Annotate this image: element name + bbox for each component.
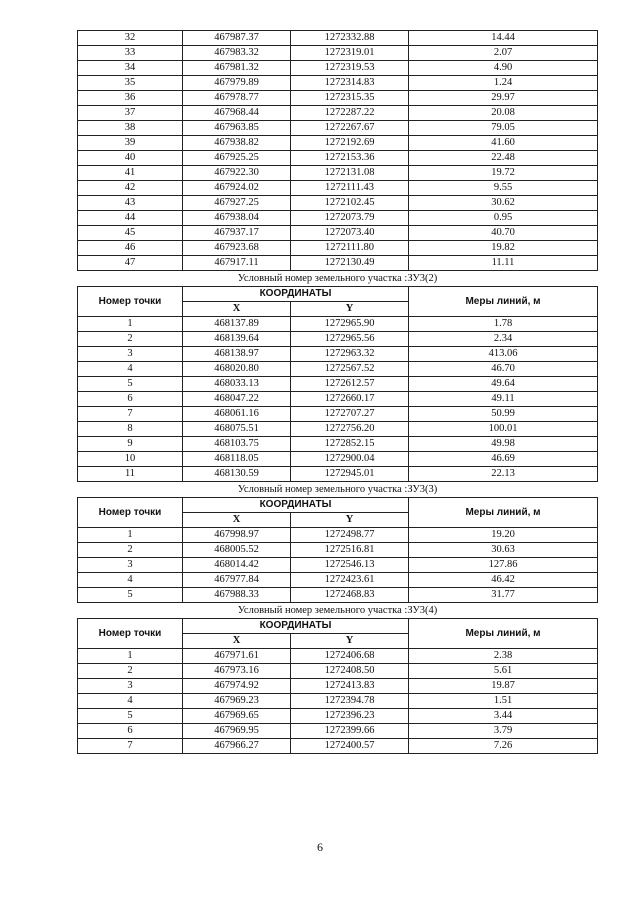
table-row: [78, 317, 598, 332]
point-number-cell: 32: [78, 31, 183, 46]
table-row: [78, 694, 598, 709]
y-coordinate-cell: 1272192.69: [291, 136, 409, 151]
y-coordinate-cell: 1272102.45: [291, 196, 409, 211]
line-measure-cell: 49.98: [409, 437, 598, 452]
line-measure-cell: 7.26: [409, 739, 598, 754]
y-coordinate-cell: 1272756.20: [291, 422, 409, 437]
table-row: [78, 528, 598, 543]
line-measure-cell: 31.77: [409, 588, 598, 603]
point-number-cell: 6: [78, 392, 183, 407]
x-coordinate-cell: 467925.25: [183, 151, 291, 166]
x-coordinate-cell: 467937.17: [183, 226, 291, 241]
y-coordinate-cell: 1272567.52: [291, 362, 409, 377]
table-row: [78, 392, 598, 407]
x-coordinate-cell: 468061.16: [183, 407, 291, 422]
table-row: [78, 211, 598, 226]
table-row: [78, 679, 598, 694]
point-number-cell: 5: [78, 377, 183, 392]
x-coordinate-cell: 467974.92: [183, 679, 291, 694]
line-measure-cell: 5.61: [409, 664, 598, 679]
x-coordinate-cell: 467973.16: [183, 664, 291, 679]
point-number-cell: 1: [78, 528, 183, 543]
table-row: [78, 664, 598, 679]
point-number-cell: 3: [78, 347, 183, 362]
y-coordinate-cell: 1272852.15: [291, 437, 409, 452]
header-point-number: Номер точки: [78, 498, 183, 528]
table-row: [78, 151, 598, 166]
x-coordinate-cell: 467983.32: [183, 46, 291, 61]
point-number-cell: 6: [78, 724, 183, 739]
point-number-cell: 39: [78, 136, 183, 151]
y-coordinate-cell: 1272546.13: [291, 558, 409, 573]
table-row: [78, 226, 598, 241]
x-coordinate-cell: 468130.59: [183, 467, 291, 482]
x-coordinate-cell: 467927.25: [183, 196, 291, 211]
y-coordinate-cell: 1272131.08: [291, 166, 409, 181]
section-title: Условный номер земельного участка :ЗУ3(3): [78, 482, 598, 498]
line-measure-cell: 30.62: [409, 196, 598, 211]
section-title: Условный номер земельного участка :ЗУ3(4): [78, 603, 598, 619]
table-row: [78, 46, 598, 61]
x-coordinate-cell: 468139.64: [183, 332, 291, 347]
y-coordinate-cell: 1272707.27: [291, 407, 409, 422]
line-measure-cell: 11.11: [409, 256, 598, 271]
table-row: [78, 256, 598, 271]
y-coordinate-cell: 1272516.81: [291, 543, 409, 558]
header-y: Y: [291, 302, 409, 317]
table-row: [78, 543, 598, 558]
x-coordinate-cell: 467963.85: [183, 121, 291, 136]
line-measure-cell: 2.38: [409, 649, 598, 664]
line-measure-cell: 19.87: [409, 679, 598, 694]
x-coordinate-cell: 468047.22: [183, 392, 291, 407]
point-number-cell: 44: [78, 211, 183, 226]
y-coordinate-cell: 1272267.67: [291, 121, 409, 136]
point-number-cell: 2: [78, 543, 183, 558]
point-number-cell: 7: [78, 739, 183, 754]
table-row: [78, 739, 598, 754]
line-measure-cell: 46.70: [409, 362, 598, 377]
header-x: X: [183, 302, 291, 317]
line-measure-cell: 40.70: [409, 226, 598, 241]
table-row: [78, 437, 598, 452]
header-coordinates: КООРДИНАТЫ: [183, 287, 409, 302]
table-row: [78, 91, 598, 106]
point-number-cell: 42: [78, 181, 183, 196]
point-number-cell: 37: [78, 106, 183, 121]
table-row: [78, 61, 598, 76]
section-title: Условный номер земельного участка :ЗУ3(2): [78, 271, 598, 287]
header-y: Y: [291, 513, 409, 528]
x-coordinate-cell: 467922.30: [183, 166, 291, 181]
y-coordinate-cell: 1272660.17: [291, 392, 409, 407]
table-row: [78, 106, 598, 121]
table-row: [78, 166, 598, 181]
line-measure-cell: 41.60: [409, 136, 598, 151]
line-measure-cell: 0.95: [409, 211, 598, 226]
point-number-cell: 43: [78, 196, 183, 211]
line-measure-cell: 20.08: [409, 106, 598, 121]
y-coordinate-cell: 1272315.35: [291, 91, 409, 106]
section-title-row: [78, 271, 598, 287]
y-coordinate-cell: 1272111.80: [291, 241, 409, 256]
y-coordinate-cell: 1272468.83: [291, 588, 409, 603]
y-coordinate-cell: 1272400.57: [291, 739, 409, 754]
y-coordinate-cell: 1272963.32: [291, 347, 409, 362]
point-number-cell: 34: [78, 61, 183, 76]
y-coordinate-cell: 1272394.78: [291, 694, 409, 709]
header-x: X: [183, 513, 291, 528]
x-coordinate-cell: 467969.65: [183, 709, 291, 724]
table-row: [78, 362, 598, 377]
line-measure-cell: 22.13: [409, 467, 598, 482]
table-row: [78, 467, 598, 482]
line-measure-cell: 413.06: [409, 347, 598, 362]
x-coordinate-cell: 468033.13: [183, 377, 291, 392]
y-coordinate-cell: 1272332.88: [291, 31, 409, 46]
x-coordinate-cell: 468075.51: [183, 422, 291, 437]
x-coordinate-cell: 467969.95: [183, 724, 291, 739]
table-row: [78, 136, 598, 151]
table-row: [78, 181, 598, 196]
x-coordinate-cell: 468103.75: [183, 437, 291, 452]
y-coordinate-cell: 1272900.04: [291, 452, 409, 467]
y-coordinate-cell: 1272399.66: [291, 724, 409, 739]
page-number: 6: [317, 840, 323, 854]
x-coordinate-cell: 468137.89: [183, 317, 291, 332]
y-coordinate-cell: 1272073.79: [291, 211, 409, 226]
line-measure-cell: 2.34: [409, 332, 598, 347]
x-coordinate-cell: 467968.44: [183, 106, 291, 121]
x-coordinate-cell: 467979.89: [183, 76, 291, 91]
point-number-cell: 40: [78, 151, 183, 166]
line-measure-cell: 1.78: [409, 317, 598, 332]
line-measure-cell: 79.05: [409, 121, 598, 136]
y-coordinate-cell: 1272406.68: [291, 649, 409, 664]
table-row: [78, 332, 598, 347]
x-coordinate-cell: 467917.11: [183, 256, 291, 271]
line-measure-cell: 100.01: [409, 422, 598, 437]
table-row: [78, 573, 598, 588]
table-row: [78, 709, 598, 724]
x-coordinate-cell: 468005.52: [183, 543, 291, 558]
point-number-cell: 33: [78, 46, 183, 61]
point-number-cell: 47: [78, 256, 183, 271]
x-coordinate-cell: 467987.37: [183, 31, 291, 46]
point-number-cell: 10: [78, 452, 183, 467]
x-coordinate-cell: 467938.82: [183, 136, 291, 151]
x-coordinate-cell: 467924.02: [183, 181, 291, 196]
line-measure-cell: 46.42: [409, 573, 598, 588]
coordinates-document: [77, 30, 597, 754]
table-row: [78, 241, 598, 256]
point-number-cell: 7: [78, 407, 183, 422]
y-coordinate-cell: 1272111.43: [291, 181, 409, 196]
x-coordinate-cell: 467978.77: [183, 91, 291, 106]
y-coordinate-cell: 1272396.23: [291, 709, 409, 724]
y-coordinate-cell: 1272319.01: [291, 46, 409, 61]
line-measure-cell: 22.48: [409, 151, 598, 166]
x-coordinate-cell: 467969.23: [183, 694, 291, 709]
y-coordinate-cell: 1272319.53: [291, 61, 409, 76]
coordinates-table-body: [78, 31, 598, 754]
point-number-cell: 36: [78, 91, 183, 106]
y-coordinate-cell: 1272423.61: [291, 573, 409, 588]
line-measure-cell: 3.44: [409, 709, 598, 724]
point-number-cell: 2: [78, 332, 183, 347]
y-coordinate-cell: 1272287.22: [291, 106, 409, 121]
x-coordinate-cell: 467998.97: [183, 528, 291, 543]
table-row: [78, 558, 598, 573]
line-measure-cell: 1.24: [409, 76, 598, 91]
header-coordinates: КООРДИНАТЫ: [183, 619, 409, 634]
point-number-cell: 35: [78, 76, 183, 91]
point-number-cell: 46: [78, 241, 183, 256]
section-title-row: [78, 603, 598, 619]
table-row: [78, 196, 598, 211]
line-measure-cell: 1.51: [409, 694, 598, 709]
header-line-measures: Меры линий, м: [409, 619, 598, 649]
x-coordinate-cell: 467971.61: [183, 649, 291, 664]
point-number-cell: 4: [78, 573, 183, 588]
point-number-cell: 41: [78, 166, 183, 181]
table-row: [78, 121, 598, 136]
table-row: [78, 422, 598, 437]
section-title-row: [78, 482, 598, 498]
y-coordinate-cell: 1272130.49: [291, 256, 409, 271]
y-coordinate-cell: 1272073.40: [291, 226, 409, 241]
x-coordinate-cell: 467923.68: [183, 241, 291, 256]
table-row: [78, 347, 598, 362]
header-point-number: Номер точки: [78, 619, 183, 649]
table-row: [78, 31, 598, 46]
x-coordinate-cell: 467977.84: [183, 573, 291, 588]
point-number-cell: 3: [78, 558, 183, 573]
table-row: [78, 649, 598, 664]
line-measure-cell: 30.63: [409, 543, 598, 558]
point-number-cell: 3: [78, 679, 183, 694]
y-coordinate-cell: 1272408.50: [291, 664, 409, 679]
x-coordinate-cell: 467966.27: [183, 739, 291, 754]
point-number-cell: 1: [78, 649, 183, 664]
point-number-cell: 5: [78, 588, 183, 603]
x-coordinate-cell: 468118.05: [183, 452, 291, 467]
line-measure-cell: 4.90: [409, 61, 598, 76]
table-row: [78, 407, 598, 422]
header-point-number: Номер точки: [78, 287, 183, 317]
header-y: Y: [291, 634, 409, 649]
point-number-cell: 11: [78, 467, 183, 482]
point-number-cell: 4: [78, 362, 183, 377]
point-number-cell: 5: [78, 709, 183, 724]
table-header-row: [78, 619, 598, 634]
x-coordinate-cell: 467981.32: [183, 61, 291, 76]
line-measure-cell: 19.82: [409, 241, 598, 256]
point-number-cell: 2: [78, 664, 183, 679]
x-coordinate-cell: 468014.42: [183, 558, 291, 573]
y-coordinate-cell: 1272612.57: [291, 377, 409, 392]
line-measure-cell: 49.11: [409, 392, 598, 407]
line-measure-cell: 50.99: [409, 407, 598, 422]
y-coordinate-cell: 1272153.36: [291, 151, 409, 166]
header-line-measures: Меры линий, м: [409, 498, 598, 528]
header-coordinates: КООРДИНАТЫ: [183, 498, 409, 513]
table-row: [78, 452, 598, 467]
line-measure-cell: 46.69: [409, 452, 598, 467]
line-measure-cell: 49.64: [409, 377, 598, 392]
x-coordinate-cell: 468020.80: [183, 362, 291, 377]
x-coordinate-cell: 468138.97: [183, 347, 291, 362]
x-coordinate-cell: 467988.33: [183, 588, 291, 603]
point-number-cell: 4: [78, 694, 183, 709]
line-measure-cell: 29.97: [409, 91, 598, 106]
table-row: [78, 377, 598, 392]
y-coordinate-cell: 1272498.77: [291, 528, 409, 543]
table-header-row: [78, 498, 598, 513]
line-measure-cell: 9.55: [409, 181, 598, 196]
header-x: X: [183, 634, 291, 649]
point-number-cell: 8: [78, 422, 183, 437]
table-row: [78, 724, 598, 739]
x-coordinate-cell: 467938.04: [183, 211, 291, 226]
point-number-cell: 38: [78, 121, 183, 136]
point-number-cell: 9: [78, 437, 183, 452]
point-number-cell: 1: [78, 317, 183, 332]
y-coordinate-cell: 1272413.83: [291, 679, 409, 694]
y-coordinate-cell: 1272965.90: [291, 317, 409, 332]
line-measure-cell: 3.79: [409, 724, 598, 739]
table-header-row: [78, 287, 598, 302]
y-coordinate-cell: 1272314.83: [291, 76, 409, 91]
point-number-cell: 45: [78, 226, 183, 241]
line-measure-cell: 19.20: [409, 528, 598, 543]
line-measure-cell: 2.07: [409, 46, 598, 61]
line-measure-cell: 14.44: [409, 31, 598, 46]
coordinates-table: [77, 30, 598, 754]
table-row: [78, 588, 598, 603]
table-row: [78, 76, 598, 91]
header-line-measures: Меры линий, м: [409, 287, 598, 317]
line-measure-cell: 19.72: [409, 166, 598, 181]
line-measure-cell: 127.86: [409, 558, 598, 573]
y-coordinate-cell: 1272945.01: [291, 467, 409, 482]
y-coordinate-cell: 1272965.56: [291, 332, 409, 347]
